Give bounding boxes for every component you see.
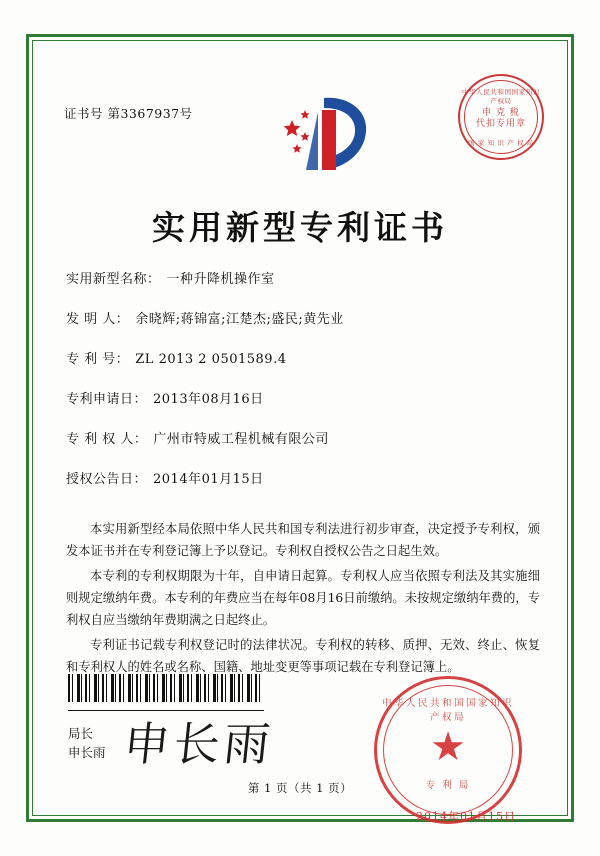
field-row-patent-number bbox=[66, 348, 544, 367]
field-label: 专 利 权 人： bbox=[66, 432, 148, 447]
field-value: 广州市特威工程机械有限公司 bbox=[153, 432, 329, 447]
page-title: 实用新型专利证书 bbox=[152, 208, 448, 247]
field-row-application-date bbox=[66, 388, 544, 407]
seal-top-arc-text: 中华人民共和国国家知识产权局 bbox=[461, 88, 541, 105]
page-footer: 第 1 页（共 1 页） bbox=[247, 781, 353, 795]
field-value: 一种升降机操作室 bbox=[166, 272, 275, 287]
star-icon: ★ bbox=[430, 723, 466, 770]
serial-number: 证书号 第3367937号 bbox=[64, 106, 193, 121]
paragraph-3: 专利证书记载专利权登记时的法律状况。专利权的转移、质押、无效、终止、恢复和专利权人的姓名或名称、国籍、地址变更等事项记载在专利登记簿上。 bbox=[66, 638, 540, 674]
handwritten-signature: 申长雨 bbox=[120, 717, 277, 771]
field-value: ZL 2013 2 0501589.4 bbox=[135, 352, 287, 367]
field-row-grant-date bbox=[66, 468, 544, 487]
field-label: 发 明 人： bbox=[66, 312, 130, 327]
field-value: 2013年08月16日 bbox=[153, 392, 264, 407]
signature-name: 申长雨 bbox=[68, 745, 106, 760]
field-value: 余晓辉;蒋锦富;江楚杰;盛民;黄先业 bbox=[135, 312, 344, 327]
sipo-logo-icon bbox=[278, 92, 374, 178]
paragraph-1: 本实用新型经本局依照中华人民共和国专利法进行初步审查，决定授予专利权，颁发本证书并在专利登记簿上予以登记。专利权自授权公告之日起生效。 bbox=[66, 522, 540, 558]
field-row-name bbox=[66, 268, 544, 287]
certificate-content bbox=[46, 56, 554, 823]
field-value: 2014年01月15日 bbox=[153, 472, 264, 487]
field-label: 专 利 号： bbox=[66, 352, 130, 367]
seal-top-arc-text: 中华人民共和国国家知识产权局 bbox=[381, 698, 514, 723]
seal-center-text: 申 克 税 代扣专用章 bbox=[475, 108, 526, 129]
field-row-patentee bbox=[66, 428, 544, 447]
legal-text bbox=[66, 518, 540, 681]
signature-block bbox=[68, 724, 106, 762]
field-label: 授权公告日： bbox=[66, 472, 148, 487]
national-seal-stamp bbox=[374, 676, 522, 824]
tax-seal-stamp bbox=[458, 74, 544, 160]
paragraph-2: 本专利的专利权期限为十年，自申请日起算。专利权人应当依照专利法及其实施细则规定缴纳年费。本专利的年费应当在每年08月16日前缴纳。未按规定缴纳年费的，专利权自应当缴纳年费期满之日起终止。 bbox=[66, 569, 540, 627]
seal-bottom-arc-text: 专 利 局 bbox=[425, 780, 471, 791]
barcode bbox=[68, 674, 264, 702]
field-list bbox=[66, 268, 544, 508]
field-row-inventors bbox=[66, 308, 544, 327]
field-label: 专利申请日： bbox=[66, 392, 148, 407]
seal-date: 2014年01月15日 bbox=[416, 810, 516, 823]
seal-bottom-arc-text: 国 家 知 识 产 权 局 bbox=[468, 139, 534, 147]
field-label: 实用新型名称： bbox=[66, 272, 161, 287]
signature-role: 局长 bbox=[68, 726, 94, 741]
